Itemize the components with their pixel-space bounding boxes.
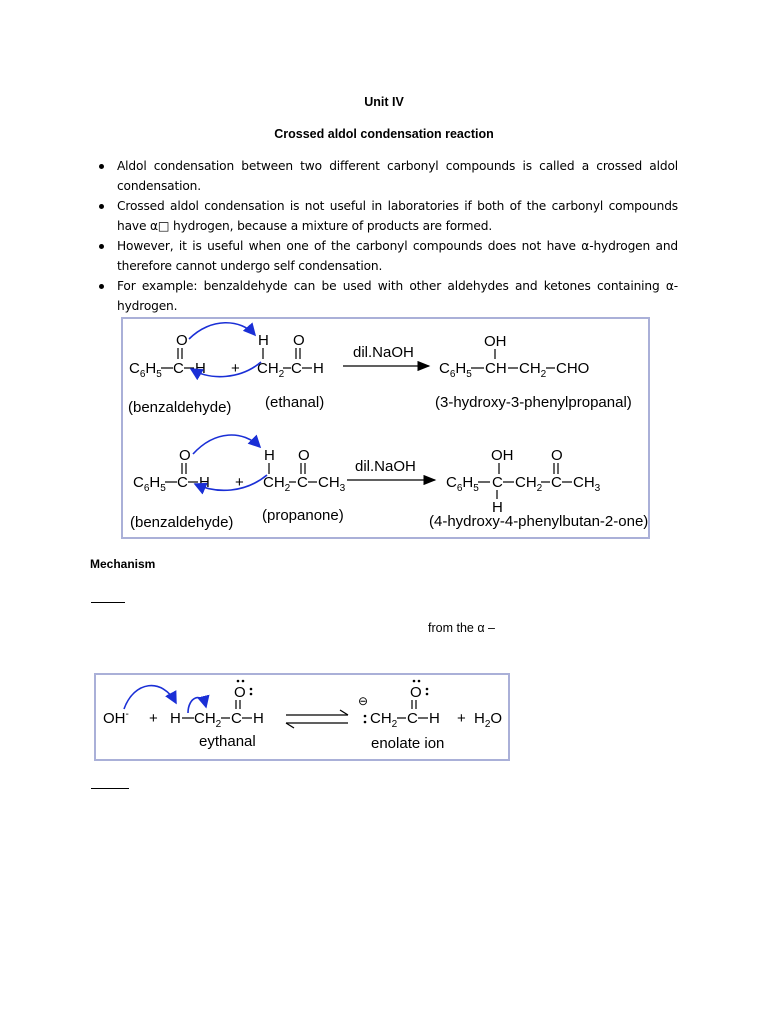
atom-label: H — [199, 474, 210, 491]
atom-label: $CH_3$ — [318, 474, 346, 494]
step-underline — [91, 788, 129, 789]
atom-label: C — [297, 474, 308, 491]
atom-label: H — [492, 499, 503, 516]
reagent-label: dil.NaOH — [353, 344, 414, 361]
plus-sign: + — [149, 710, 158, 727]
mechanism-text-fragment: from the α – — [428, 621, 495, 635]
unit-heading: Unit IV — [364, 95, 404, 109]
atom-label: C — [551, 474, 562, 491]
bullet-item — [91, 277, 678, 316]
atom-label: $CH_2$ — [370, 710, 398, 730]
atom-label: H — [258, 332, 269, 349]
bullet-text: However, it is useful when one of the carbonyl compounds does not have α-hydrogen and therefore cannot undergo self condensation. — [117, 239, 678, 273]
atom-label: C — [173, 360, 184, 377]
bullet-text: Crossed aldol condensation is not useful in laboratories if both of the carbonyl compounds have α□ hydrogen, because a mixture of products are formed. — [117, 199, 678, 233]
atom-label: H — [313, 360, 324, 377]
reactant-name: eythanal — [199, 733, 256, 750]
atom-label: O — [176, 332, 188, 349]
atom-label: C — [492, 474, 503, 491]
plus-sign: + — [235, 474, 244, 491]
atom-label: O — [551, 447, 563, 464]
atom-label: OH — [491, 447, 514, 464]
atom-label: $C_6H_5$ — [446, 474, 479, 494]
reactant-name: (benzaldehyde) — [128, 399, 232, 416]
atom-label: OH — [484, 333, 507, 350]
atom-label: $C_6H_5$ — [439, 360, 472, 380]
atom-label: C — [291, 360, 302, 377]
water-o: O — [490, 710, 503, 727]
base-label: OH — [103, 710, 126, 727]
bullet-item — [91, 197, 678, 236]
product-name: enolate ion — [371, 735, 445, 752]
atom-label: $C_6H_5$ — [129, 360, 162, 380]
bullet-dot — [99, 244, 104, 249]
atom-label: CH — [485, 360, 507, 377]
mechanism-heading: Mechanism — [90, 557, 156, 571]
atom-label: $CH_2$ — [263, 474, 291, 494]
atom-label: C — [177, 474, 188, 491]
bullet-item — [91, 157, 678, 196]
plus-sign: + — [231, 360, 240, 377]
step-underline — [91, 602, 125, 603]
atom-label: H — [170, 710, 181, 727]
crossed-aldol-scheme — [121, 317, 650, 539]
atom-label: $C_6H_5$ — [133, 474, 166, 494]
bullet-list — [91, 157, 678, 317]
bullet-dot — [99, 204, 104, 209]
reactant-name: (benzaldehyde) — [130, 514, 234, 531]
reactant-name: (ethanal) — [265, 394, 325, 411]
atom-label: $CH_2$ — [257, 360, 285, 380]
atom-label: H — [253, 710, 264, 727]
atom-label: O — [410, 684, 422, 701]
hydroxide-label: OH- — [103, 709, 129, 727]
atom-label: $CH_3$ — [573, 474, 601, 494]
atom-label: O — [179, 447, 191, 464]
atom-label: O — [234, 684, 246, 701]
product-name: (4-hydroxy-4-phenylbutan-2-one) — [429, 513, 649, 530]
enolate-formation-scheme — [94, 673, 510, 761]
atom-label: C — [407, 710, 418, 727]
atom-label: O — [293, 332, 305, 349]
bullet-dot — [99, 164, 104, 169]
reactant-name: (propanone) — [262, 507, 344, 524]
atom-label: $CH_2$ — [194, 710, 222, 730]
reagent-label: dil.NaOH — [355, 458, 416, 475]
atom-label: $CH_2$ — [519, 360, 547, 380]
atom-label: H — [429, 710, 440, 727]
bullet-dot — [99, 284, 104, 289]
plus-sign: + — [457, 710, 466, 727]
negative-charge-icon: ⊖ — [358, 694, 369, 708]
product-name: (3-hydroxy-3-phenylpropanal) — [435, 394, 632, 411]
atom-label: CHO — [556, 360, 590, 377]
atom-label: $CH_2$ — [515, 474, 543, 494]
atom-label: H — [195, 360, 206, 377]
bullet-text: For example: benzaldehyde can be used with other aldehydes and ketones containing α-hydrogen. — [117, 279, 678, 313]
atom-label: C — [231, 710, 242, 727]
bullet-item — [91, 237, 678, 276]
water-label: $H_2O$ — [474, 710, 503, 730]
section-title: Crossed aldol condensation reaction — [274, 127, 494, 141]
atom-label: H — [264, 447, 275, 464]
atom-label: O — [298, 447, 310, 464]
bullet-text: Aldol condensation between two different carbonyl compounds is called a crossed aldol condensation. — [117, 159, 678, 193]
water-h: H — [474, 710, 485, 727]
